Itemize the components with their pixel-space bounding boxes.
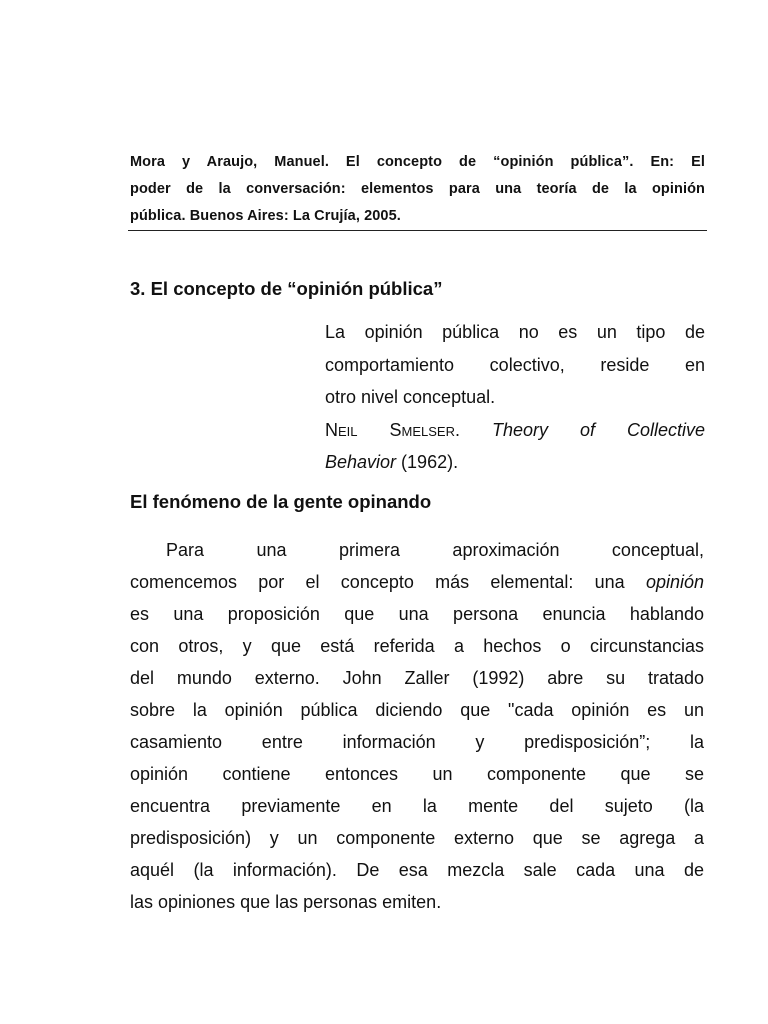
epigraph-attribution-cont xyxy=(325,446,705,479)
paragraph-line: predisposición) y un componente externo que se agrega a xyxy=(130,828,704,848)
subsection-heading: El fenómeno de la gente opinando xyxy=(130,491,432,512)
citation-line: Mora y Araujo, Manuel. El concepto de “opinión pública”. En: El xyxy=(130,154,705,170)
body-paragraph xyxy=(130,534,704,918)
epigraph-quote xyxy=(325,316,705,479)
epigraph-author-last: Smelser xyxy=(389,419,455,440)
paragraph-line: sobre la opinión pública diciendo que "cada opinión es un xyxy=(130,700,704,720)
paragraph-line: las opiniones que las personas emiten. xyxy=(130,892,442,912)
paragraph-line: del mundo externo. John Zaller (1992) abre su tratado xyxy=(130,668,704,688)
horizontal-divider xyxy=(128,230,707,231)
paragraph-line: aquél (la información). De esa mezcla sale cada una de xyxy=(130,860,704,880)
paragraph-line xyxy=(130,566,704,598)
epigraph-year: (1962). xyxy=(396,452,459,472)
paragraph-line: es una proposición que una persona enuncia hablando xyxy=(130,604,704,624)
paragraph-line: Para una primera aproximación conceptual, xyxy=(166,540,704,560)
paragraph-line: con otros, y que está referida a hechos o circunstancias xyxy=(130,636,704,656)
paragraph-text: comencemos por el concepto más elemental: una xyxy=(130,572,646,592)
epigraph-line: comportamiento colectivo, reside en xyxy=(325,354,705,375)
epigraph-work-title: Theory of Collective xyxy=(491,419,705,440)
paragraph-italic-term: opinión xyxy=(645,572,704,592)
citation-line: pública. Buenos Aires: La Crujía, 2005. xyxy=(130,208,401,224)
epigraph-attribution xyxy=(325,414,705,447)
paragraph-line: opinión contiene entonces un componente que se xyxy=(130,764,704,784)
paragraph-line: encuentra previamente en la mente del sujeto (la xyxy=(130,796,704,816)
bibliographic-citation xyxy=(130,149,705,230)
epigraph-work-title-cont: Behavior xyxy=(325,452,397,472)
epigraph-separator: . xyxy=(454,419,492,440)
epigraph-line: La opinión pública no es un tipo de xyxy=(325,322,705,342)
citation-line: poder de la conversación: elementos para una teoría de la opinión xyxy=(130,181,705,197)
epigraph-author-first: Neil xyxy=(325,419,358,440)
paragraph-line: casamiento entre información y predisposición”; la xyxy=(130,732,704,752)
section-title: 3. El concepto de “opinión pública” xyxy=(130,278,443,299)
epigraph-line: otro nivel conceptual. xyxy=(325,387,496,407)
